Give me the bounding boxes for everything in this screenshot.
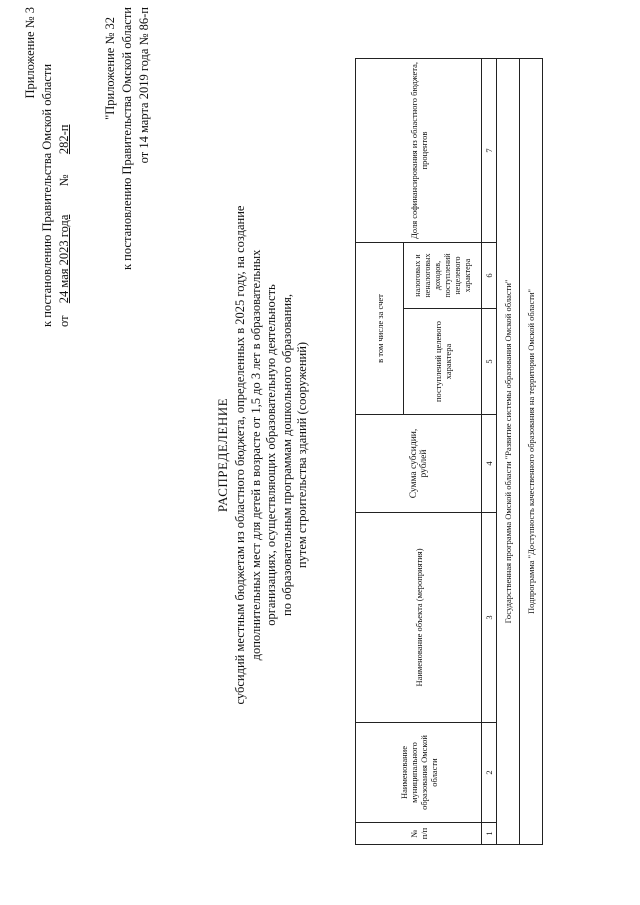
- subprogram-row: [520, 58, 543, 844]
- prev-appendix-title: "Приложение № 32: [103, 17, 117, 120]
- appendix-header: [22, 7, 73, 327]
- title-heading: РАСПРЕДЕЛЕНИЕ: [215, 397, 230, 513]
- program-row: [497, 58, 520, 844]
- distribution-table: [355, 58, 543, 845]
- header-no: № п/п: [356, 823, 482, 845]
- col-num-4: 4: [482, 415, 497, 513]
- title-line-3: организациях, осуществляющих образовательную деятельность: [264, 284, 278, 626]
- appendix-decree: к постановлению Правительства Омской области: [40, 63, 54, 327]
- header-sum: Сумма субсидии, рублей: [356, 415, 482, 513]
- header-object: Наименование объекта (мероприятия): [356, 513, 482, 723]
- prev-decree-date: от 14 марта 2019 года № 86-п: [137, 7, 151, 164]
- program-title: Государственная программа Омской области "Развитие системы образования Омской области": [497, 58, 520, 844]
- header-tax: налоговых и неналоговых доходов, поступлений нецелевого характера: [404, 242, 482, 308]
- col-num-2: 2: [482, 723, 497, 823]
- header-share: Доля софинансирования из областного бюджета, процентов: [356, 58, 482, 242]
- col-num-7: 7: [482, 58, 497, 242]
- col-num-6: 6: [482, 242, 497, 308]
- title-body: [233, 105, 311, 805]
- title-line-5: путем строительства зданий (сооружений): [295, 341, 309, 569]
- subprogram-title: Подпрограмма "Доступность качественного образования на территории Омской области": [520, 58, 543, 844]
- title-line-4: по образовательным программам дошкольного образования,: [279, 294, 294, 616]
- header-including: в том числе за счет: [356, 242, 404, 414]
- column-number-row: [482, 58, 497, 844]
- appendix-date-line: [56, 7, 73, 327]
- appendix-title: Приложение № 3: [23, 7, 37, 99]
- title-line-1: субсидий местным бюджетам из областного бюджета, определенных в 2025 году, на создание: [233, 205, 247, 705]
- number-prefix: №: [57, 174, 71, 187]
- header-targeted: поступлений целевого характера: [404, 309, 482, 415]
- decree-date: 24 мая 2023 года: [57, 214, 71, 304]
- col-num-1: 1: [482, 823, 497, 845]
- decree-number: 282-п: [57, 124, 71, 155]
- header-row-1: [356, 58, 404, 844]
- document-title: [215, 105, 231, 805]
- prev-decree: к постановлению Правительства Омской области: [120, 7, 134, 271]
- title-line-2: дополнительных мест для детей в возрасте от 1,5 до 3 лет в образовательных: [248, 249, 263, 661]
- header-municipality: Наименование муниципального образования Омской области: [356, 723, 482, 823]
- col-num-5: 5: [482, 309, 497, 415]
- previous-appendix-header: [102, 7, 153, 327]
- col-num-3: 3: [482, 513, 497, 723]
- date-prefix: от: [57, 315, 71, 327]
